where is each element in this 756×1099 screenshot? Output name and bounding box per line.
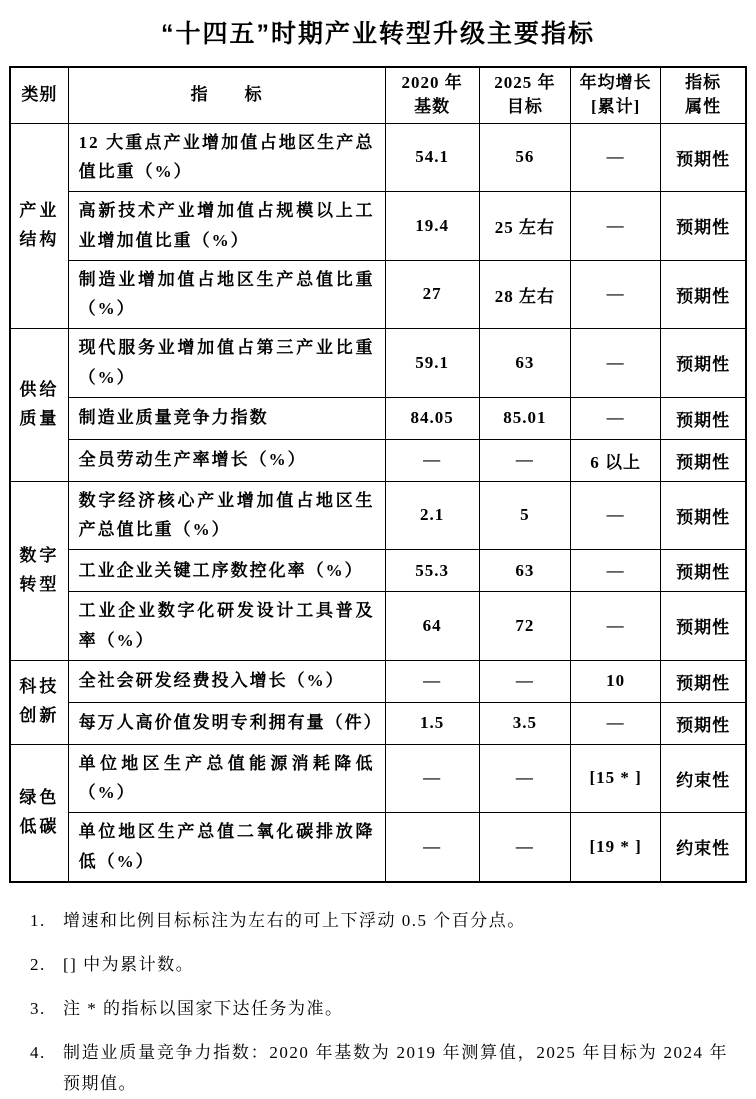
- category-cell-supply-quality: [10, 329, 68, 482]
- table-row: [10, 397, 746, 439]
- growth-value: [19 * ]: [571, 813, 661, 882]
- footnote-text: 增速和比例目标标注为左右的可上下浮动 0.5 个百分点。: [63, 910, 526, 930]
- growth-value: —: [571, 592, 661, 661]
- target-value: 5: [479, 481, 570, 550]
- category-label: 转型: [19, 574, 60, 594]
- header-target-2025: [479, 67, 570, 123]
- attribute-value: 预期性: [661, 439, 746, 481]
- footnote-number: 1.: [30, 910, 46, 930]
- growth-value: [15 * ]: [571, 744, 661, 813]
- indicator-cell: 全社会研发经费投入增长（%）: [68, 660, 385, 702]
- indicator-cell: 单位地区生产总值二氧化碳排放降低（%）: [68, 813, 385, 882]
- header-growth: [571, 67, 661, 123]
- footnotes: [30, 905, 728, 1099]
- page-title: “十四五”时期产业转型升级主要指标: [160, 20, 595, 48]
- target-value: 56: [479, 123, 570, 192]
- header-growth-line1: 年均增长: [579, 72, 652, 92]
- attribute-value: 预期性: [661, 481, 746, 550]
- base-value: 55.3: [385, 550, 479, 592]
- table-row: [10, 439, 746, 481]
- growth-value: —: [571, 550, 661, 592]
- footnote-1: [30, 905, 728, 936]
- target-value: 85.01: [479, 397, 570, 439]
- table-row: [10, 550, 746, 592]
- growth-value: —: [571, 329, 661, 398]
- header-base-line2: 基数: [414, 97, 451, 117]
- target-value: 72: [479, 592, 570, 661]
- indicator-cell: 制造业质量竞争力指数: [68, 397, 385, 439]
- base-value: 54.1: [385, 123, 479, 192]
- category-label: 低碳: [19, 816, 60, 836]
- table-row: [10, 702, 746, 744]
- table-row: [10, 744, 746, 813]
- header-attribute: [661, 67, 746, 123]
- category-cell-industry-structure: [10, 123, 68, 329]
- attribute-value: 预期性: [661, 260, 746, 329]
- growth-value: —: [571, 702, 661, 744]
- table-row: [10, 813, 746, 882]
- indicator-cell: 数字经济核心产业增加值占地区生产总值比重（%）: [68, 481, 385, 550]
- base-value: —: [385, 439, 479, 481]
- header-base-line1: 2020 年: [401, 72, 463, 92]
- category-label: 数字: [19, 545, 60, 565]
- header-growth-line2: [累计]: [590, 97, 641, 117]
- indicator-cell: 高新技术产业增加值占规模以上工业增加值比重（%）: [68, 192, 385, 261]
- footnote-number: 4.: [30, 1042, 46, 1062]
- target-value: —: [479, 744, 570, 813]
- base-value: 64: [385, 592, 479, 661]
- category-cell-digital-transformation: [10, 481, 68, 660]
- target-value: 28 左右: [479, 260, 570, 329]
- indicator-cell: 现代服务业增加值占第三产业比重（%）: [68, 329, 385, 398]
- header-target-line2: 目标: [506, 97, 543, 117]
- attribute-value: 预期性: [661, 192, 746, 261]
- indicators-table: [9, 66, 747, 883]
- category-label: 绿色: [19, 787, 60, 807]
- growth-value: 6 以上: [571, 439, 661, 481]
- header-base-2020: [385, 67, 479, 123]
- attribute-value: 预期性: [661, 329, 746, 398]
- table-row: [10, 329, 746, 398]
- attribute-value: 预期性: [661, 550, 746, 592]
- footnote-3: [30, 993, 728, 1024]
- target-value: 25 左右: [479, 192, 570, 261]
- growth-value: 10: [571, 660, 661, 702]
- attribute-value: 预期性: [661, 660, 746, 702]
- base-value: —: [385, 813, 479, 882]
- base-value: 19.4: [385, 192, 479, 261]
- target-value: 63: [479, 550, 570, 592]
- footnote-2: [30, 949, 728, 980]
- category-label: 质量: [19, 408, 60, 428]
- indicator-cell: 单位地区生产总值能源消耗降低（%）: [68, 744, 385, 813]
- base-value: —: [385, 660, 479, 702]
- table-row: [10, 660, 746, 702]
- category-label: 创新: [19, 706, 60, 725]
- footnote-text: [] 中为累计数。: [63, 954, 195, 974]
- growth-value: —: [571, 123, 661, 192]
- indicator-cell: 制造业增加值占地区生产总值比重（%）: [68, 260, 385, 329]
- header-attr-line2: 属性: [685, 97, 722, 117]
- target-value: 63: [479, 329, 570, 398]
- category-cell-green-lowcarbon: [10, 744, 68, 882]
- table-header-row: [10, 67, 746, 123]
- table-row: [10, 592, 746, 661]
- indicator-cell: 全员劳动生产率增长（%）: [68, 439, 385, 481]
- header-attr-line1: 指标: [685, 72, 722, 92]
- target-value: —: [479, 660, 570, 702]
- table-row: [10, 192, 746, 261]
- growth-value: —: [571, 260, 661, 329]
- footnote-text: 制造业质量竞争力指数：2020 年基数为 2019 年测算值，2025 年目标为 2024 年预期值。: [63, 1042, 728, 1093]
- attribute-value: 约束性: [661, 813, 746, 882]
- attribute-value: 预期性: [661, 592, 746, 661]
- indicator-cell: 工业企业数字化研发设计工具普及率（%）: [68, 592, 385, 661]
- header-category: 类别: [10, 67, 68, 123]
- table-row: [10, 123, 746, 192]
- base-value: —: [385, 744, 479, 813]
- header-target-line1: 2025 年: [494, 72, 556, 92]
- base-value: 84.05: [385, 397, 479, 439]
- target-value: —: [479, 813, 570, 882]
- base-value: 1.5: [385, 702, 479, 744]
- footnote-text: 注 * 的指标以国家下达任务为准。: [63, 998, 344, 1018]
- growth-value: —: [571, 397, 661, 439]
- attribute-value: 预期性: [661, 397, 746, 439]
- target-value: —: [479, 439, 570, 481]
- growth-value: —: [571, 481, 661, 550]
- footnote-number: 2.: [30, 954, 46, 974]
- footnote-number: 3.: [30, 998, 46, 1018]
- header-indicator: 指 标: [68, 67, 385, 123]
- table-row: [10, 260, 746, 329]
- base-value: 27: [385, 260, 479, 329]
- indicator-cell: 工业企业关键工序数控化率（%）: [68, 550, 385, 592]
- indicator-cell: 12 大重点产业增加值占地区生产总值比重（%）: [68, 123, 385, 192]
- base-value: 2.1: [385, 481, 479, 550]
- growth-value: —: [571, 192, 661, 261]
- base-value: 59.1: [385, 329, 479, 398]
- category-label: 科技: [19, 677, 60, 697]
- category-label: 供给: [19, 379, 60, 399]
- category-label: 结构: [19, 229, 60, 249]
- category-cell-tech-innovation: [10, 660, 68, 744]
- footnote-4: [30, 1037, 728, 1099]
- category-label: 产业: [19, 200, 60, 220]
- attribute-value: 约束性: [661, 744, 746, 813]
- table-row: [10, 481, 746, 550]
- indicator-cell: 每万人高价值发明专利拥有量（件）: [68, 702, 385, 744]
- attribute-value: 预期性: [661, 702, 746, 744]
- target-value: 3.5: [479, 702, 570, 744]
- attribute-value: 预期性: [661, 123, 746, 192]
